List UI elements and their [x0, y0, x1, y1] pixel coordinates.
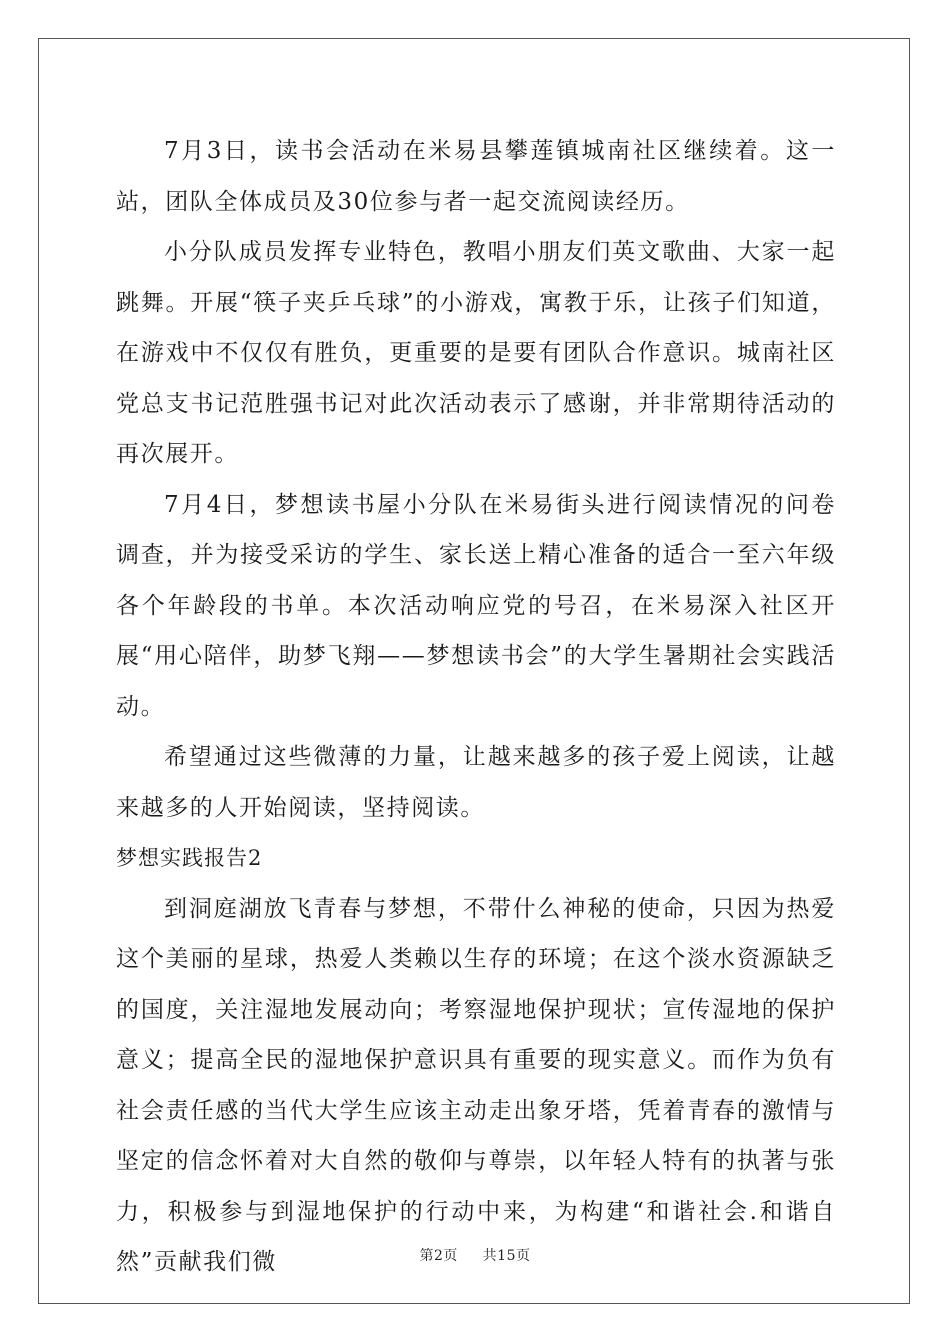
page-footer	[0, 1245, 950, 1265]
paragraph-2: 小分队成员发挥专业特色，教唱小朋友们英文歌曲、大家一起跳舞。开展“筷子夹乒乓球”的小游戏，寓教于乐，让孩子们知道，在游戏中不仅仅有胜负，更重要的是要有团队合作意识。城南社区党总支书记范胜强书记对此次活动表示了感谢，并非常期待活动的再次展开。	[116, 239, 836, 467]
paragraph-1: 7月3日，读书会活动在米易县攀莲镇城南社区继续着。这一站，团队全体成员及30位参与者一起交流阅读经历。	[116, 138, 836, 215]
paragraph-4: 希望通过这些微薄的力量，让越来越多的孩子爱上阅读，让越来越多的人开始阅读，坚持阅读。	[116, 744, 836, 821]
page-number: 第2页	[419, 1248, 458, 1264]
section-heading: 梦想实践报告2	[116, 846, 263, 870]
section-paragraph-1: 到洞庭湖放飞青春与梦想，不带什么神秘的使命，只因为热爱这个美丽的星球，热爱人类赖以生存的环境；在这个淡水资源缺乏的国度，关注湿地发展动向；考察湿地保护现状；宣传湿地的保护意义；提高全民的湿地保护意识具有重要的现实意义。而作为负有社会责任感的当代大学生应该主动走出象牙塔，凭着青春的激情与坚定的信念怀着对大自然的敬仰与尊崇，以年轻人特有的执著与张力，积极参与到湿地保护的行动中来，为构建“和谐社会.和谐自然”贡献我们微	[116, 895, 836, 1275]
paragraph-3: 7月4日，梦想读书屋小分队在米易街头进行阅读情况的问卷调查，并为接受采访的学生、家长送上精心准备的适合一至六年级各个年龄段的书单。本次活动响应党的号召，在米易深入社区开展“用心陪伴，助梦飞翔——梦想读书会”的大学生暑期社会实践活动。	[116, 491, 836, 720]
document-body	[116, 126, 836, 1288]
page-total: 共15页	[482, 1248, 531, 1264]
